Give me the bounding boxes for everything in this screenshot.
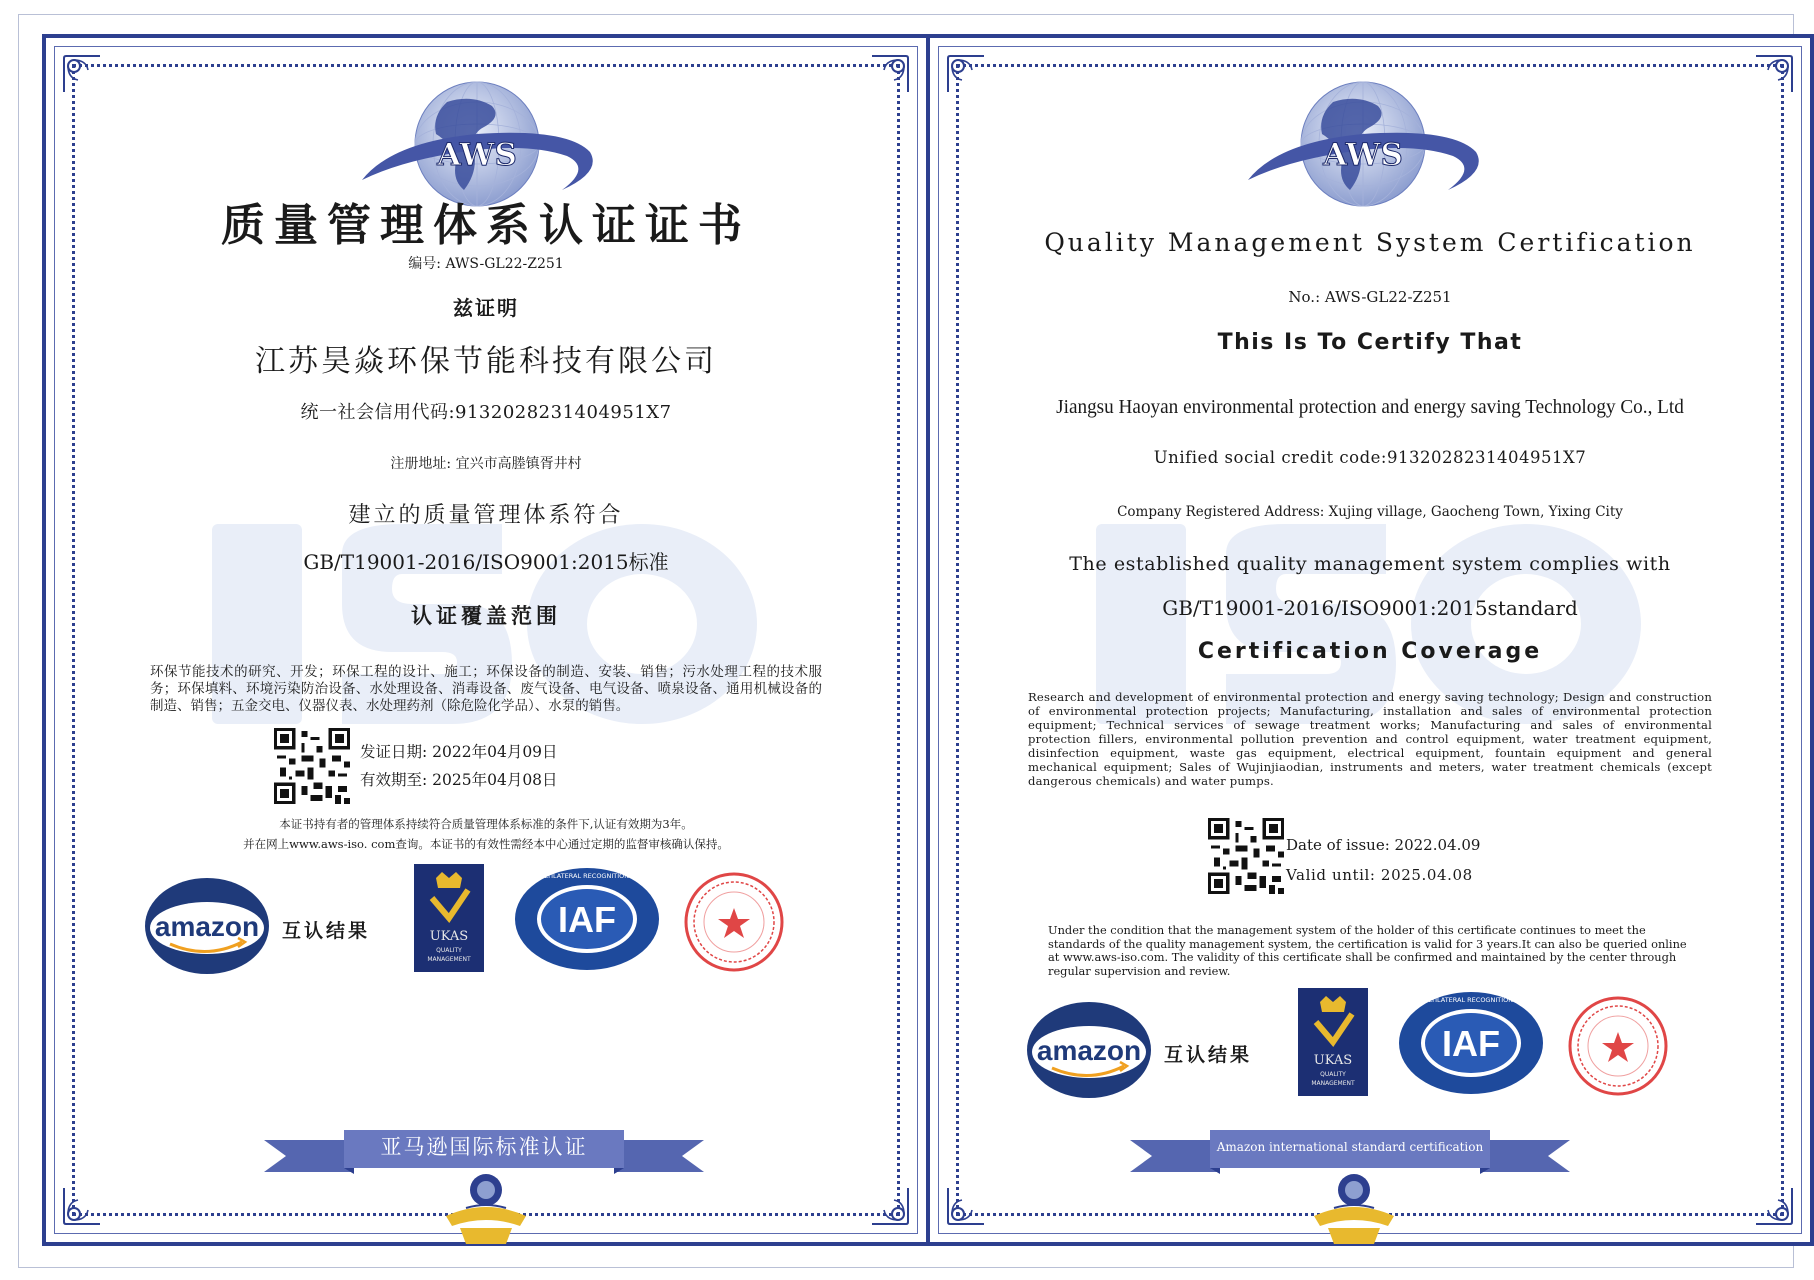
mutual-recognition-label: 互认结果: [1164, 1044, 1253, 1066]
ukas-logo-icon: [1298, 988, 1368, 1096]
ukas-logo-text: UKAS: [429, 929, 469, 944]
aws-globe-logo-icon: [1238, 72, 1488, 222]
svg-text:QUALITY: QUALITY: [436, 947, 462, 954]
corner-ornament-icon: [1752, 1184, 1796, 1228]
validity-note: Under the condition that the management system of the holder of this certificate continues to meet the standards of the quality management system, the certification is valid for 3 years.It can also be queried online at www.aws-iso.com. The validity of this certificate shall be confirmed and maintained by the center through regular supervision and review.: [1048, 923, 1687, 978]
registered-address: 注册地址: 宜兴市高塍镇胥井村: [390, 456, 582, 472]
svg-text:MANAGEMENT: MANAGEMENT: [427, 956, 471, 963]
ribbon-label: Amazon international standard certification: [1216, 1140, 1484, 1154]
corner-ornament-icon: [868, 52, 912, 96]
registered-address: Company Registered Address: Xujing village, Gaocheng Town, Yixing City: [1117, 504, 1623, 520]
validity-note-line-2: 并在网上www.aws-iso. com查询。本证书的有效性需经本中心通过定期的监督审核确认保持。: [243, 837, 729, 851]
complies-statement: The established quality management system complies with: [1069, 553, 1671, 575]
aws-logo-text: AWS: [1323, 137, 1403, 173]
iaf-logo-icon: [492, 866, 682, 972]
red-seal-icon: [1566, 994, 1670, 1098]
qr-code-icon: [274, 728, 350, 804]
red-seal-icon: [682, 870, 786, 974]
amazon-logo-icon: [1024, 1000, 1154, 1100]
svg-text:MANAGEMENT: MANAGEMENT: [1311, 1080, 1355, 1087]
credit-code: Unified social credit code:9132028231404951X7: [1153, 448, 1587, 467]
certificate-english: [926, 34, 1814, 1246]
svg-text:MEMBER OF MULTILATERAL RECOGNI: MEMBER OF MULTILATERAL RECOGNITION ARRANGEMENT: [492, 872, 682, 880]
valid-until-date: Valid until: 2025.04.08: [1286, 866, 1473, 884]
issue-date: 发证日期: 2022年04月09日: [360, 743, 558, 761]
credit-code: 统一社会信用代码:9132028231404951X7: [300, 402, 672, 423]
coverage-heading: 认证覆盖范围: [411, 603, 561, 628]
ukas-logo-text: UKAS: [1313, 1053, 1353, 1068]
crest-emblem-icon: [1304, 1168, 1404, 1248]
iaf-logo-text: IAF: [558, 899, 616, 940]
certify-heading: This Is To Certify That: [1217, 330, 1523, 355]
accreditation-logos: [926, 988, 1814, 1138]
iaf-logo-icon: [1376, 990, 1566, 1096]
certificate-chinese: [42, 34, 930, 1246]
coverage-heading: Certification Coverage: [1197, 639, 1543, 664]
certificate-title: Quality Management System Certification: [1044, 228, 1696, 257]
aws-logo-text: AWS: [437, 137, 517, 173]
coverage-scope: 环保节能技术的研究、开发；环保工程的设计、施工；环保设备的制造、安装、销售；污水处理工程的技术服务；环保填料、环境污染防治设备、水处理设备、消毒设备、废气设备、电气设备、喷泉设备、通用机械设备的制造、销售；五金交电、仪器仪表、水处理药剂（除危险化学品）、水泵的销售。: [150, 664, 822, 714]
certificate-number: 编号: AWS-GL22-Z251: [408, 256, 564, 272]
certify-heading: 兹证明: [453, 296, 519, 320]
qr-code-icon: [1208, 818, 1284, 894]
ribbon-label: 亚马逊国际标准认证: [380, 1135, 588, 1159]
svg-text:MEMBER OF MULTILATERAL RECOGNI: MEMBER OF MULTILATERAL RECOGNITION ARRANGEMENT: [1376, 996, 1566, 1004]
corner-ornament-icon: [944, 52, 988, 96]
amazon-logo-icon: [142, 876, 272, 976]
validity-note-line-1: 本证书持有者的管理体系持续符合质量管理体系标准的条件下,认证有效期为3年。: [279, 817, 693, 831]
ukas-logo-icon: [414, 864, 484, 972]
crest-emblem-icon: [436, 1168, 536, 1248]
coverage-scope: Research and development of environmental protection and energy saving technology; Design and construction of environmental protection projects; Manufacturing, installation and sales of environmental protection equipment; Technical services of sewage treatment works; Manufacturing and sales of environmental protection fillers, environmental pollution prevention and control equipment, water treatment equipment, disinfection equipment, waste gas equipment, electrical equipment, fountain equipment and general mechanical equipment; Sales of Wujinjiaodian, instruments and meters, water treatment chemicals (except dangerous chemicals) and water pumps.: [1028, 690, 1712, 788]
corner-ornament-icon: [944, 1184, 988, 1228]
amazon-logo-text: amazon: [1036, 1035, 1142, 1066]
company-name: Jiangsu Haoyan environmental protection and energy saving Technology Co., Ltd: [1056, 396, 1684, 418]
certificate-title: 质量管理体系认证证书: [221, 200, 751, 251]
mutual-recognition-label: 互认结果: [282, 920, 371, 942]
corner-ornament-icon: [1752, 52, 1796, 96]
accreditation-logos: [42, 864, 930, 1014]
standard-name: GB/T19001-2016/ISO9001:2015standard: [1162, 596, 1578, 620]
corner-ornament-icon: [868, 1184, 912, 1228]
iaf-logo-text: IAF: [1442, 1023, 1500, 1064]
certificate-number: No.: AWS-GL22-Z251: [1288, 288, 1452, 306]
standard-name: GB/T19001-2016/ISO9001:2015标准: [303, 550, 669, 574]
amazon-logo-text: amazon: [154, 911, 260, 942]
valid-until-date: 有效期至: 2025年04月08日: [360, 771, 558, 789]
corner-ornament-icon: [60, 1184, 104, 1228]
svg-text:QUALITY: QUALITY: [1320, 1071, 1346, 1078]
complies-statement: 建立的质量管理体系符合: [348, 503, 624, 528]
issue-date: Date of issue: 2022.04.09: [1286, 836, 1481, 854]
corner-ornament-icon: [60, 52, 104, 96]
company-name: 江苏昊焱环保节能科技有限公司: [255, 344, 717, 379]
